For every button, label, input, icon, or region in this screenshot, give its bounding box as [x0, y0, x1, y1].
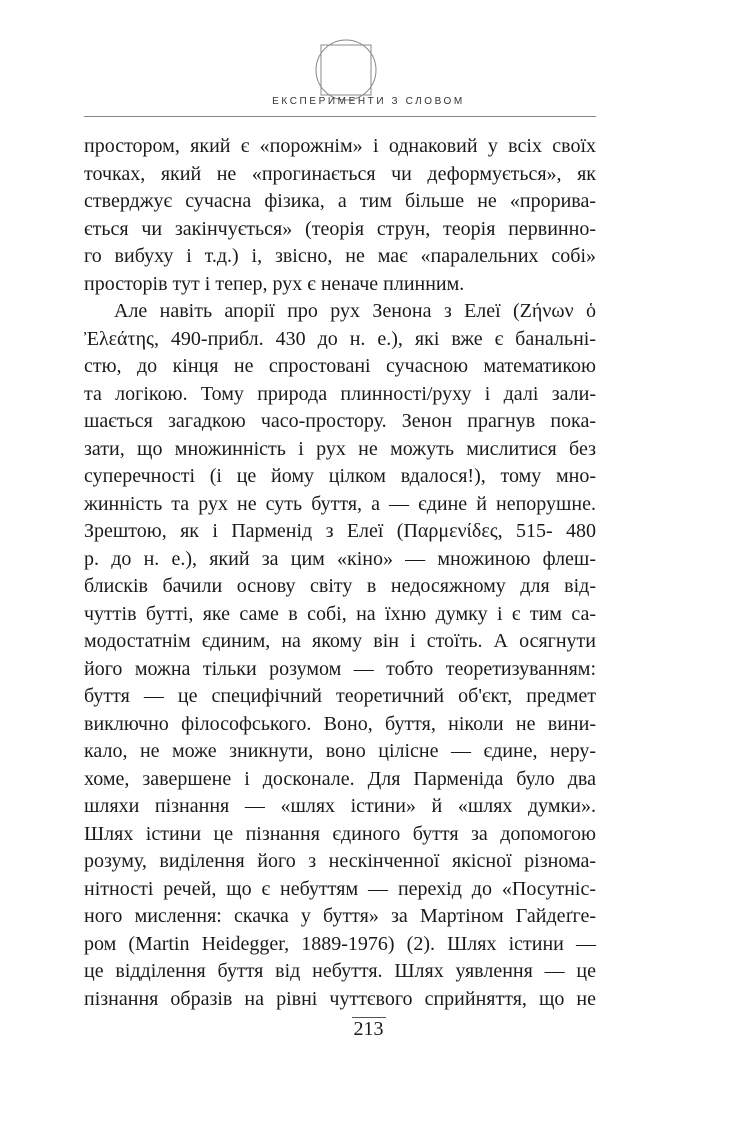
text-line: простором, який є «порожнім» і однаковий у всіх своїх	[84, 135, 596, 157]
text-line: модостатнім єдиним, на якому він і стоїть. А осягнути	[84, 630, 596, 652]
text-line: хоме, завершене і досконале. Для Парменіда було два	[84, 767, 596, 790]
text-line: ного мислення: скачка у буття» за Мартіном Гайдеґге-	[84, 905, 596, 927]
text-line: Ἐλεάτης, 490-прибл. 430 до н. е.), які вже є банальні-	[84, 327, 596, 350]
text-line: р. до н. е.), який за цим «кіно» — множиною флеш-	[84, 547, 596, 570]
body-text	[84, 133, 596, 1013]
text-line: стверджує сучасна фізика, а тим більше не «прорива-	[84, 190, 596, 212]
text-line: шляхи пізнання — «шлях істини» й «шлях думки».	[84, 795, 596, 817]
text-line: Зрештою, як і Парменід з Елеї (Παρμενίδες, 515- 480	[84, 520, 596, 542]
running-header-title: ЕКСПЕРИМЕНТИ З СЛОВОМ	[272, 96, 465, 107]
text-line: шається загадкою часо-простору. Зенон прагнув пока-	[84, 410, 596, 432]
text-line: кало, не може зникнути, воно цілісне — єдине, неру-	[84, 740, 596, 762]
text-line: виключно філософського. Воно, буття, ніколи не вини-	[84, 712, 596, 735]
text-line: жинність та рух не суть буття, а — єдине й непорушне.	[84, 492, 596, 515]
text-line: точках, який не «прогинається чи деформується», як	[84, 162, 596, 185]
page-number	[0, 1018, 737, 1041]
text-line: чуттів бутті, яке саме в собі, на їхню думку і є тим са-	[84, 602, 596, 625]
text-line: пізнання образів на рівні чуттєвого сприйняття, що не	[84, 987, 596, 1010]
text-line: ром (Martin Heidegger, 1889-1976) (2). Шлях істини —	[84, 932, 596, 955]
page-number-value: 213	[353, 1018, 384, 1040]
text-line: просторів тут і тепер, рух є неначе плинним.	[84, 272, 465, 295]
text-line: буття — це специфічний теоретичний об'єкт, предмет	[84, 685, 596, 707]
circle-square-logo-icon	[313, 37, 379, 103]
header-divider	[84, 116, 596, 117]
text-line: Шлях істини це пізнання єдиного буття за допомогою	[84, 822, 596, 845]
text-line: стю, до кінця не спростовані сучасною математикою	[84, 355, 596, 377]
text-line: це відділення буття від небуття. Шлях уявлення — це	[84, 960, 596, 982]
text-line: розуму, виділення його з нескінченної якісної різнома-	[84, 850, 596, 872]
text-line: нітності речей, що є небуттям — перехід до «Посутніс-	[84, 877, 596, 900]
text-line: та логікою. Тому природа плинності/руху і далі зали-	[84, 382, 596, 405]
text-line: його можна тільки розумом — тобто теоретизуванням:	[84, 657, 596, 680]
text-line: блисків бачили основу світу в недосяжному для від-	[84, 575, 596, 597]
text-line: го вибуху і т.д.) і, звісно, не має «паралельних собі»	[84, 245, 596, 267]
text-line: ється чи закінчується» (теорія струн, теорія первинно-	[84, 217, 596, 240]
text-line: зати, що множинність і рух не можуть мислитися без	[84, 437, 596, 460]
text-line: суперечності (і це йому цілком вдалося!), тому мно-	[84, 465, 596, 487]
text-line: Але навіть апорії про рух Зенона з Елеї (Ζήνων ὁ	[114, 300, 596, 322]
